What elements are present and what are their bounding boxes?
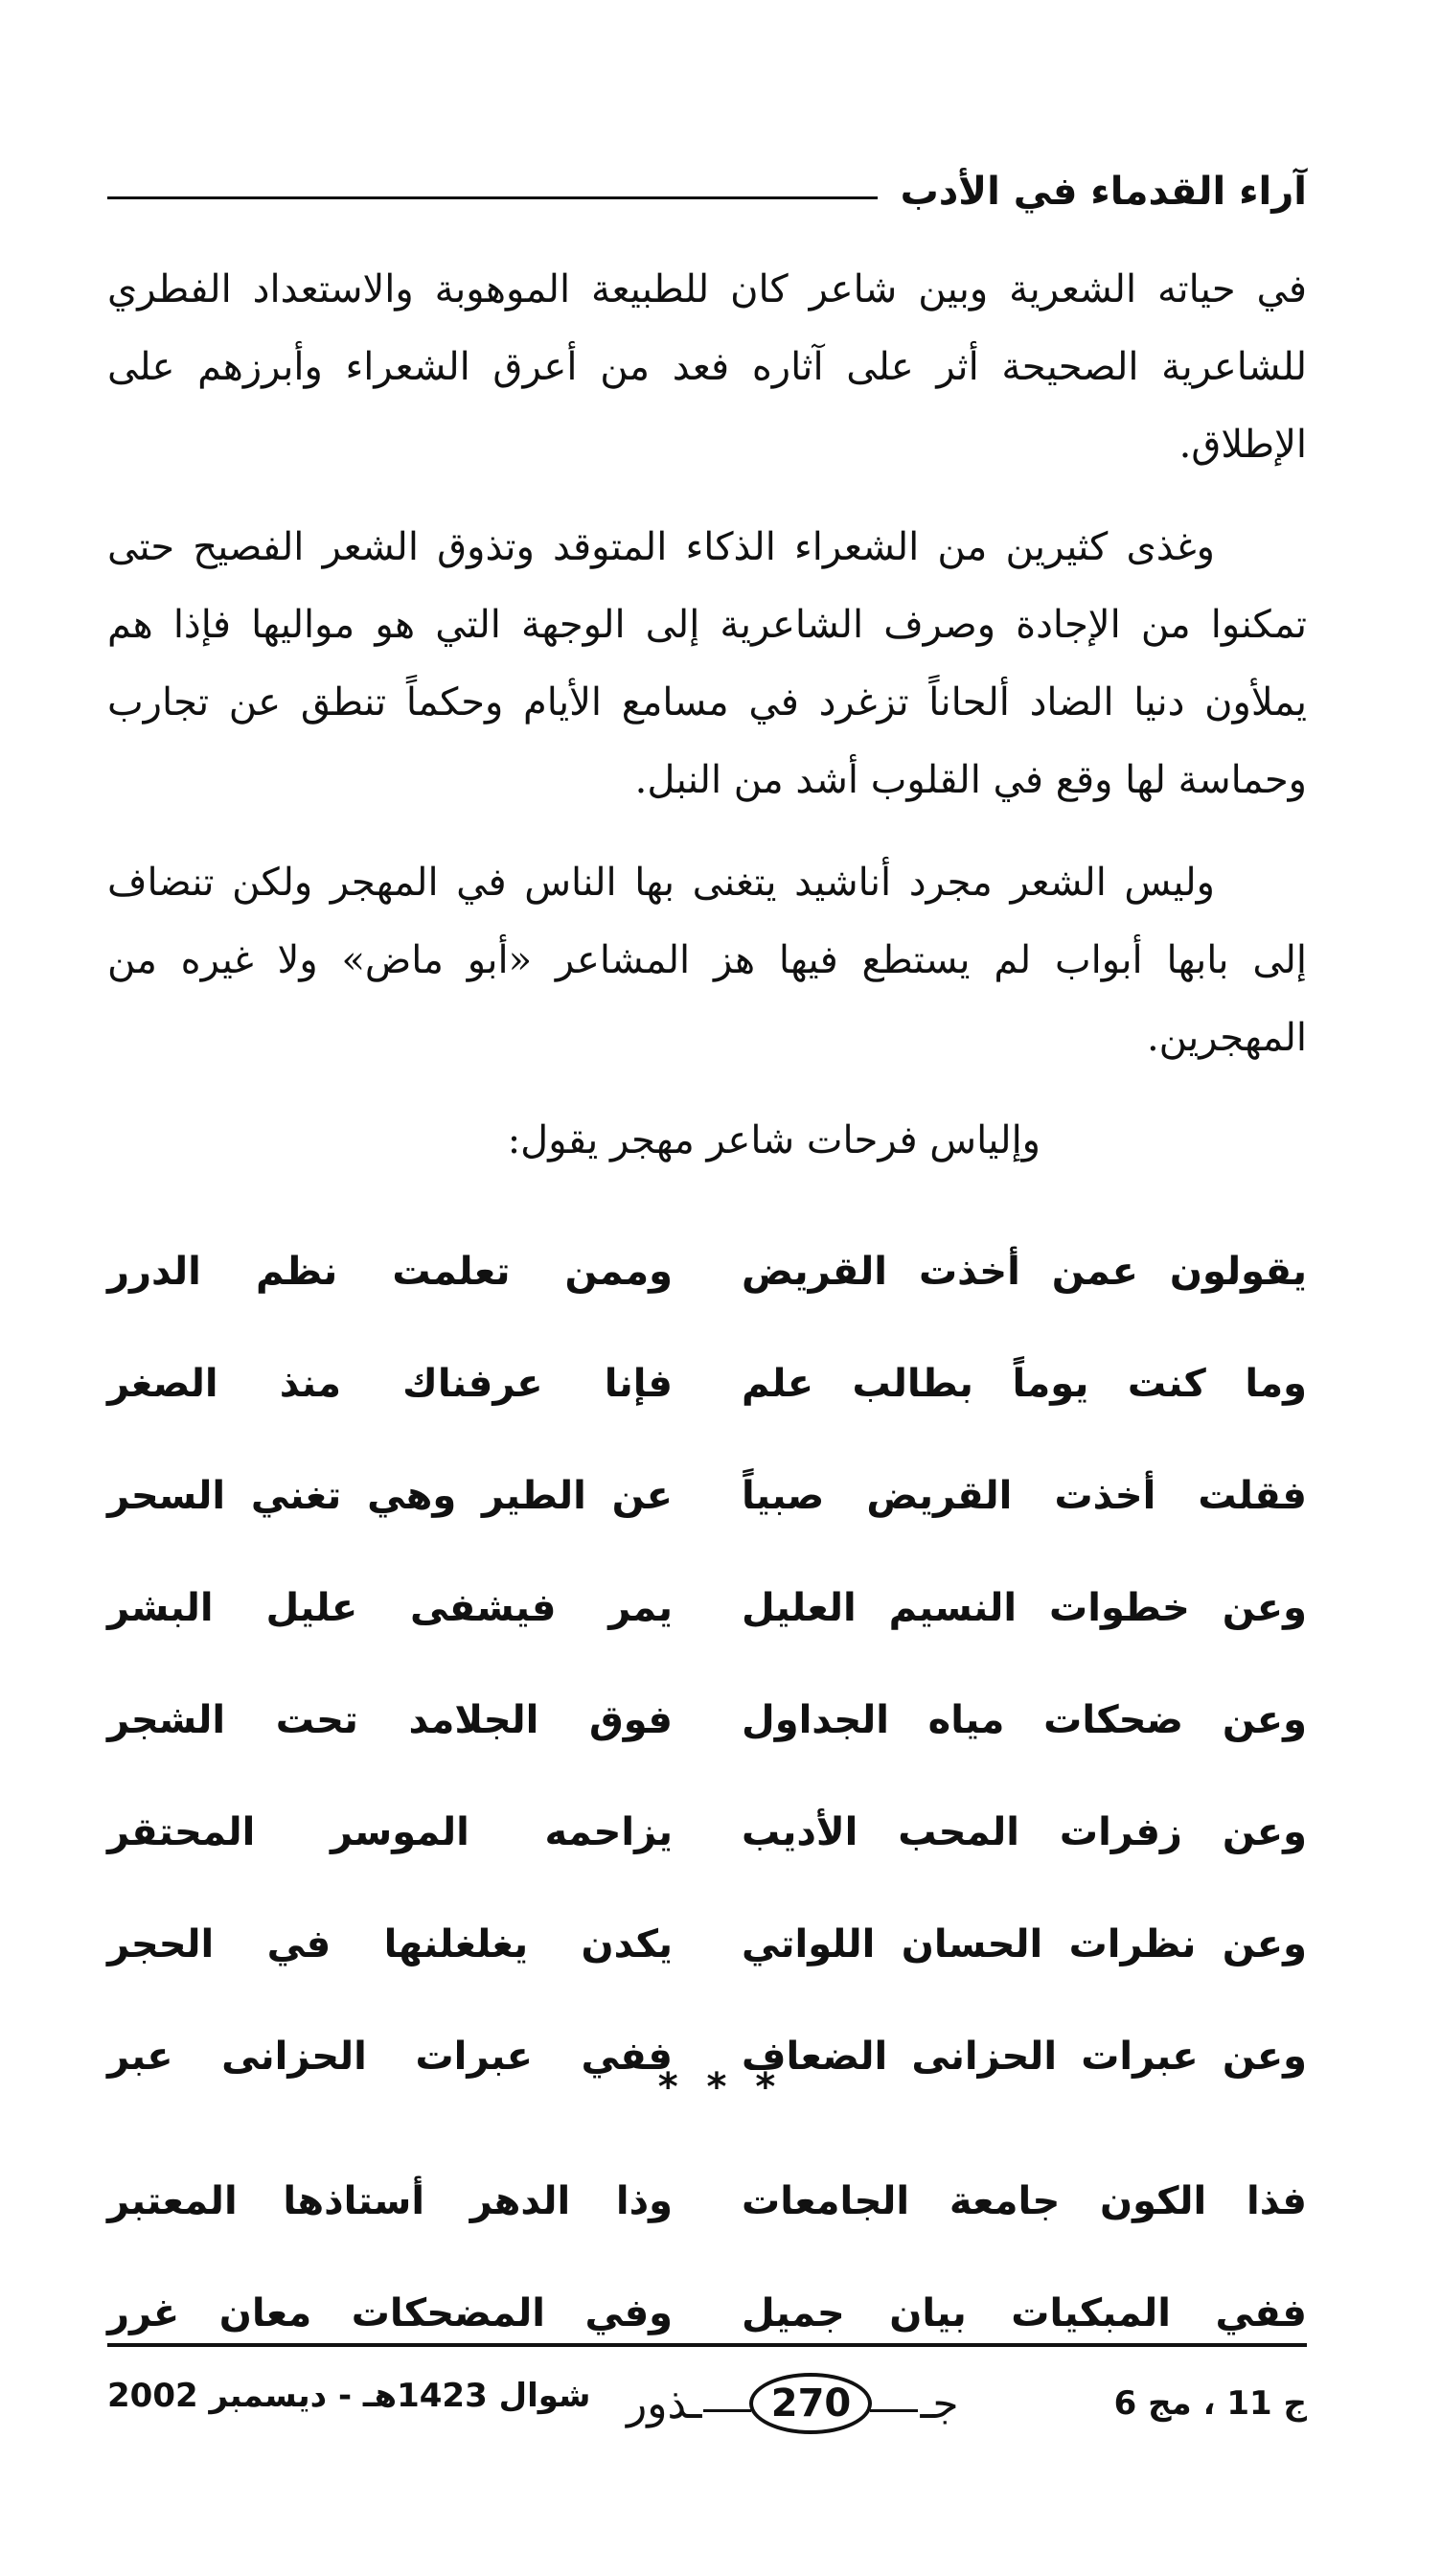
- verse-first-hemistich: وما كنت يوماً بطالب علم: [742, 1361, 1307, 1406]
- verse-first-hemistich: ففي المبكيات بيان جميل: [742, 2290, 1307, 2335]
- verse-first-hemistich: فقلت أخذت القريض صبياً: [742, 1473, 1307, 1518]
- page-footer: [107, 2367, 1307, 2444]
- poem-intro: وإلياس فرحات شاعر مهجر يقول:: [507, 1118, 1041, 1162]
- footer-rule: [107, 2343, 1307, 2347]
- verse-second-hemistich: فإنا عرفناك منذ الصغر: [107, 1361, 673, 1406]
- verse-second-hemistich: عن الطير وهي تغني السحر: [107, 1473, 673, 1518]
- verse-second-hemistich: فوق الجلامد تحت الشجر: [107, 1697, 673, 1742]
- journal-dash: [703, 2409, 751, 2412]
- journal-mark: [625, 2373, 961, 2434]
- verse: [107, 1664, 1307, 1776]
- running-title: آراء القدماء في الأدب: [900, 170, 1307, 214]
- body-text: [107, 251, 1307, 1205]
- verse-second-hemistich: يزاحمه الموسر المحتقر: [107, 1809, 673, 1854]
- paragraph-2: وغذى كثيرين من الشعراء الذكاء المتوقد وتذوق الشعر الفصيح حتى تمكنوا من الإجادة وصرف الشاعرية إلى الوجهة التي هو مواليها فإذا هم يملأون دنيا الضاد ألحاناً تزغرد في مسامع الأيام وحكماً تنطق عن تجارب وحماسة لها وقع في القلوب أشد من النبل.: [107, 525, 1307, 802]
- verse: [107, 1776, 1307, 1888]
- verse: [107, 1439, 1307, 1552]
- journal-name-start: جـ: [920, 2379, 959, 2428]
- header-rule: [107, 196, 878, 199]
- page-number: 270: [749, 2373, 872, 2434]
- verse-first-hemistich: وعن عبرات الحزانى الضعاف: [742, 2034, 1307, 2079]
- verse: [107, 2145, 1307, 2257]
- verse-second-hemistich: وذا الدهر أستاذها المعتبر: [107, 2178, 673, 2223]
- verse: [107, 2257, 1307, 2369]
- verse-first-hemistich: وعن زفرات المحب الأديب: [742, 1809, 1307, 1854]
- verse-first-hemistich: وعن خطوات النسيم العليل: [742, 1585, 1307, 1630]
- verse-first-hemistich: يقولون عمن أخذت القريض: [742, 1249, 1307, 1294]
- verse-second-hemistich: يمر فيشفى عليل البشر: [107, 1585, 673, 1630]
- verse-second-hemistich: ففي عبرات الحزانى عبر: [107, 2034, 673, 2079]
- volume-issue: ج 11 ، مج 6: [1113, 2384, 1307, 2423]
- verse-first-hemistich: وعن نظرات الحسان اللواتي: [742, 1921, 1307, 1966]
- paragraph-3: وليس الشعر مجرد أناشيد يتغنى بها الناس في المهجر ولكن تنضاف إلى بابها أبواب لم يستطع فيها هز المشاعر «أبو ماض» ولا غيره من المهجرين.: [107, 861, 1307, 1060]
- verse-first-hemistich: فذا الكون جامعة الجامعات: [742, 2178, 1307, 2223]
- journal-name-end: ـذور: [627, 2379, 702, 2428]
- journal-dash: [870, 2409, 918, 2412]
- verse: [107, 1327, 1307, 1439]
- verse-second-hemistich: يكدن يغلغلنها في الحجر: [107, 1921, 673, 1966]
- poem-section-1: [107, 1215, 1307, 2112]
- verse-first-hemistich: وعن ضحكات مياه الجداول: [742, 1697, 1307, 1742]
- running-header: [107, 134, 1307, 214]
- verse: [107, 1552, 1307, 1664]
- verse: [107, 1215, 1307, 1327]
- verse-second-hemistich: وممن تعلمت نظم الدرر: [107, 1249, 673, 1294]
- poem-section-2: [107, 2145, 1307, 2369]
- verse: [107, 1888, 1307, 2000]
- issue-date: شوال 1423هـ - ديسمبر 2002: [107, 2377, 591, 2415]
- section-separator: * * *: [657, 2065, 784, 2109]
- verse-second-hemistich: وفي المضحكات معان غرر: [107, 2290, 673, 2335]
- paragraph-1: في حياته الشعرية وبين شاعر كان للطبيعة الموهوبة والاستعداد الفطري للشاعرية الصحيحة أثر على آثاره فعد من أعرق الشعراء وأبرزهم على الإطلاق.: [107, 267, 1308, 467]
